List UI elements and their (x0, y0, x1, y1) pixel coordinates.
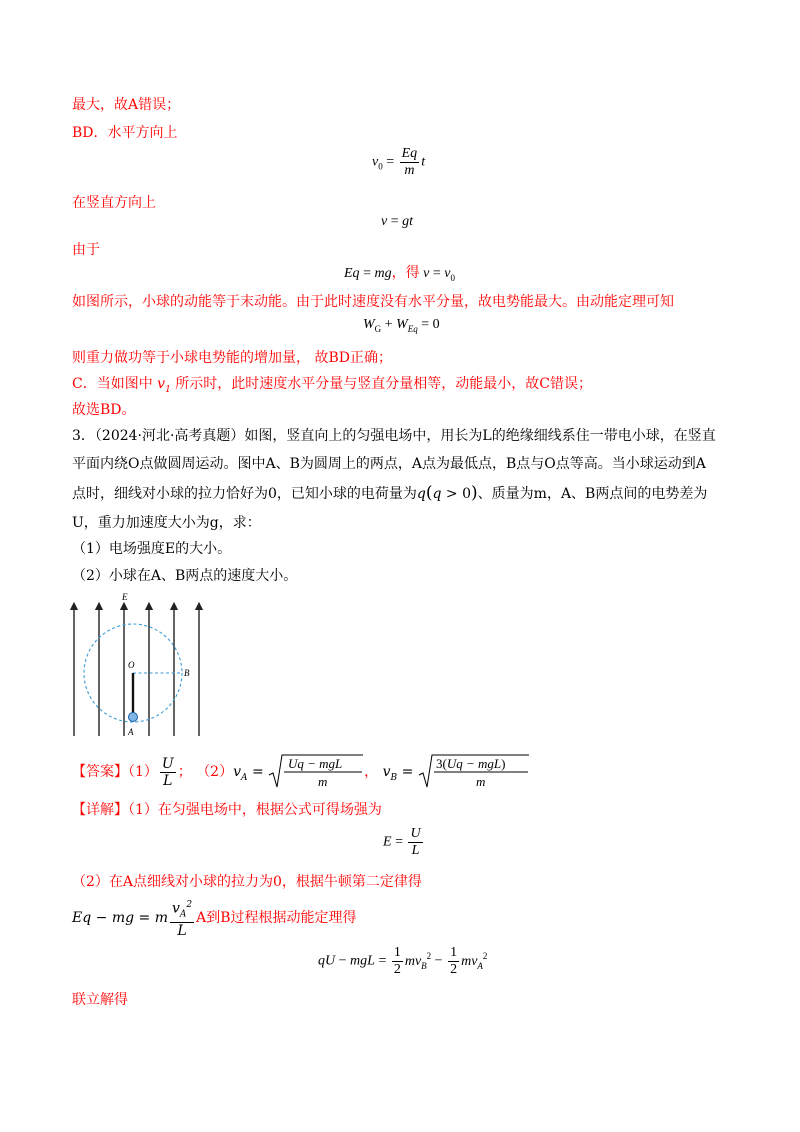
equation-work: $W_G + W_{Eq} = 0$ (363, 317, 440, 334)
text-line: 则重力做功等于小球电势能的增加量， 故BD正确； (72, 350, 392, 366)
equation-v-gt: v = gt (381, 214, 414, 229)
text-line: 在竖直方向上 (72, 195, 156, 211)
text-line: 联立解得 (72, 992, 128, 1008)
problem-line: 点时，细线对小球的拉力恰好为0，已知小球的电荷量为q(q > 0)、质量为m，A、B两点间的电势差为 (72, 483, 708, 503)
svg-text:Uq − mgL: Uq − mgL (288, 756, 343, 771)
svg-text:m: m (475, 774, 486, 789)
label-O: O (128, 660, 135, 670)
text-line: （2）在A点细线对小球的拉力为0，根据牛顿第二定律得 (72, 874, 422, 890)
question-line: （2）小球在A、B两点的速度大小。 (72, 568, 298, 584)
text-inline: A到B过程根据动能定理得 (196, 910, 357, 927)
label-B: B (184, 668, 190, 678)
text-inline: （1） (128, 764, 158, 780)
text-inline: 、质量为m，A、B两点间的电势差为 (477, 486, 708, 502)
text-line: 如图所示，小球的动能等于末动能。由于此时速度没有水平分量，故电势能最大。由动能定理可知 (72, 294, 674, 310)
sqrt-expression (418, 753, 530, 791)
equation-energy: qU − mgL = $\frac{1}{2}$ $mv_B^2$ − $\frac{1}{2}$ $mv_A^2$ (318, 945, 488, 977)
label-E: E (122, 592, 128, 602)
problem-line: 平面内绕O点做圆周运动。图中A、B为圆周上的两点，A点为最低点，B点与O点等高。当小球运动到A (72, 456, 706, 472)
text-line: C．当如图中 $v_1$ 所示时，此时速度水平分量与竖直分量相等，动能最小，故C错误； (72, 376, 592, 395)
text-inline: （1）在匀强电场中，根据公式可得场强为 (128, 802, 382, 818)
text-inline: 所示时，此时速度水平分量与竖直分量相等，动能最小，故C错误； (170, 376, 592, 392)
detail-tag: 【详解】 (72, 802, 128, 818)
text-line: 最大，故A错误； (72, 97, 181, 113)
text-line (72, 800, 382, 820)
text-inline: C．当如图中 (72, 376, 158, 392)
answer-tag: 【答案】 (72, 764, 128, 780)
text-inline: （2） (196, 764, 234, 780)
equation-eq-mg: Eq = mg，得 $v = v_0$ (344, 266, 455, 283)
svg-text:3(Uq − mgL): 3(Uq − mgL) (435, 756, 506, 771)
equation-v0: $v_0$ = $\frac{Eq}{m}$ t (372, 146, 426, 178)
charged-ball (129, 713, 138, 722)
text-inline: ， (364, 764, 379, 780)
equation-E: E = $\frac{U}{L}$ (383, 826, 421, 858)
text-inline: ，得 (391, 266, 420, 281)
text-line: BD．水平方向上 (72, 125, 178, 141)
svg-text:m: m (318, 774, 328, 789)
equation-newton: Eq − mg = m $\frac{v_A^2}{L}$ A到B过程根据动能定理得 (72, 897, 357, 939)
field-figure (62, 588, 212, 740)
sqrt-expression (268, 753, 364, 791)
text-inline: 点时，细线对小球的拉力恰好为0，已知小球的电荷量为 (72, 486, 417, 502)
label-A: A (128, 727, 134, 737)
text-line: 故选BD。 (72, 402, 136, 418)
problem-line: U，重力加速度大小为g，求： (72, 515, 261, 531)
text-line: 由于 (72, 242, 100, 258)
question-line: （1）电场强度E的大小。 (72, 541, 232, 557)
problem-line: 3．（2024·河北·高考真题）如图，竖直向上的匀强电场中，用长为L的绝缘细线系住一带电小球，在竖直 (72, 428, 716, 444)
answer-line: 【答案】（1） $\frac{U}{L}$ ； $(2)v_A$ = Uq − mgL m ， $v_B$ = 3(Uq − mgL) m (72, 753, 530, 793)
text-inline: ； (177, 764, 192, 780)
